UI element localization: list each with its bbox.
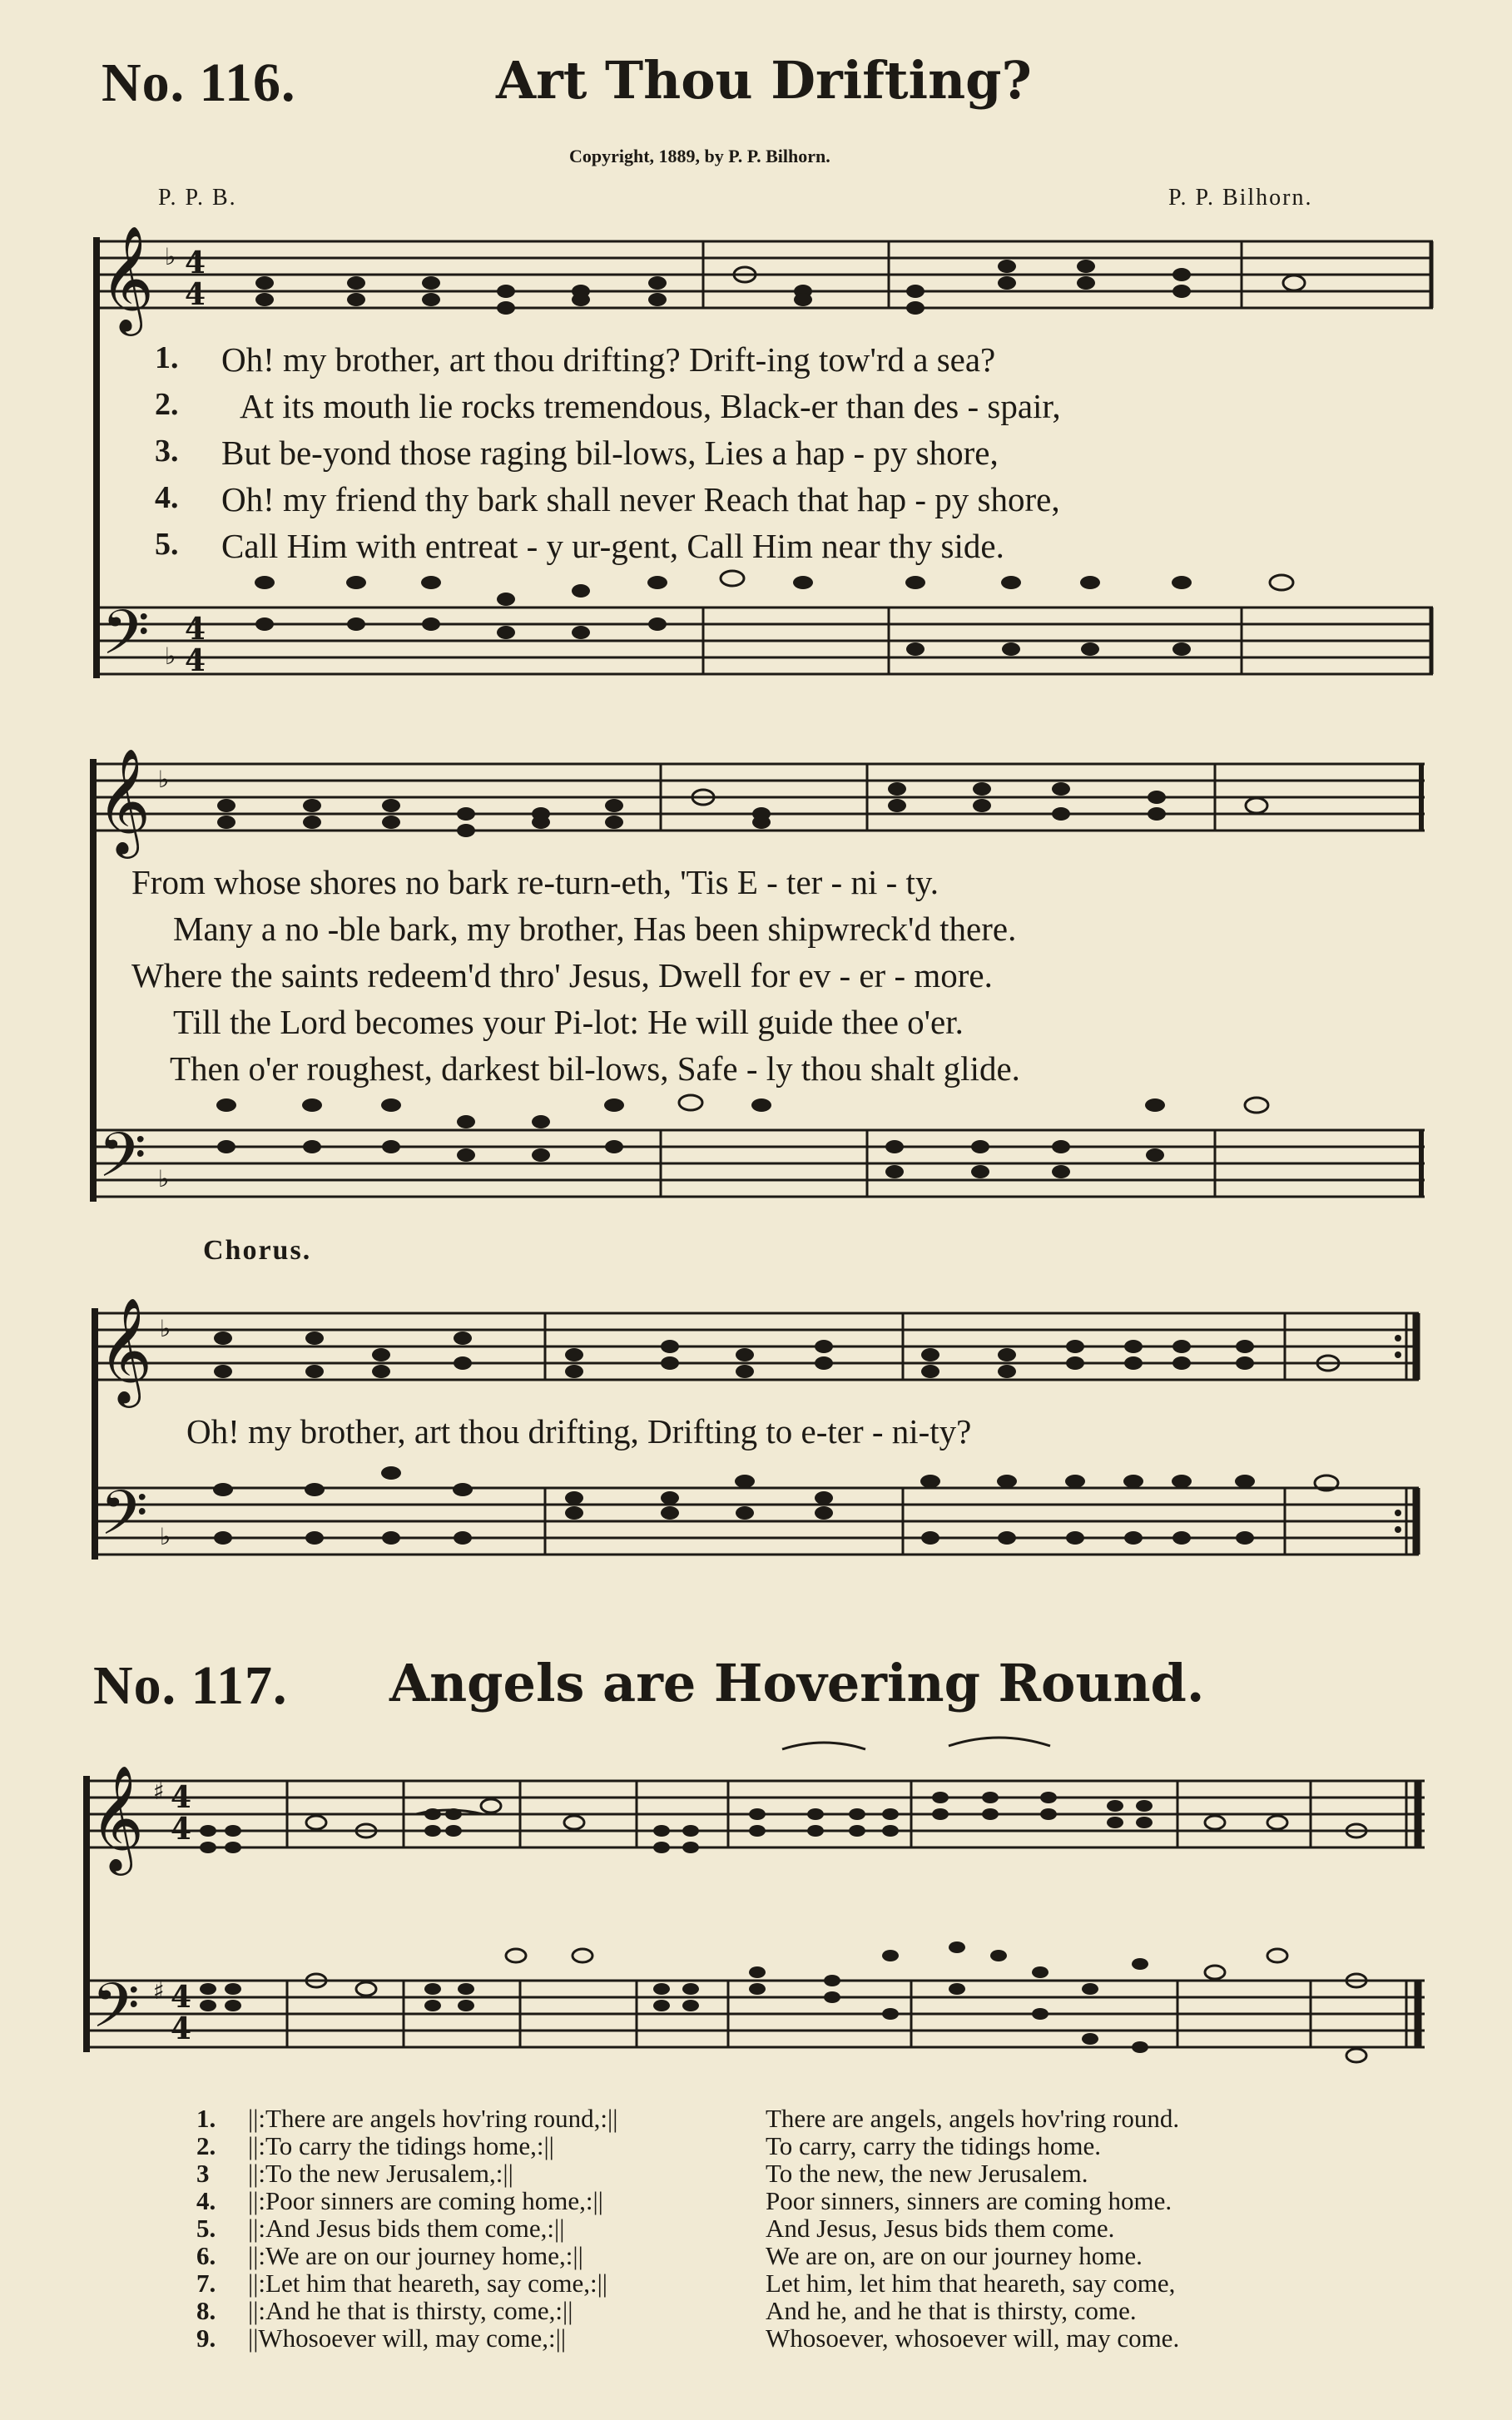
verse-number: 2. (155, 387, 179, 422)
svg-text:4: 4 (185, 643, 206, 678)
time-signature-bottom: 4 (171, 1812, 192, 1847)
stanza-number: 9. (196, 2323, 216, 2353)
verse-number: 4. (155, 480, 179, 515)
stanza-left-line: ||Whosoever will, may come,:|| (248, 2323, 567, 2353)
svg-text:♭: ♭ (165, 642, 176, 670)
stanza-number: 5. (196, 2214, 216, 2243)
lyric-line: At its mouth lie rocks tremendous, Black-er than des - spair, (240, 387, 1061, 425)
stanza-left-line: ||:There are angels hov'ring round,:|| (248, 2104, 618, 2133)
stanza-number: 7. (196, 2269, 216, 2298)
svg-text:𝄞: 𝄞 (97, 747, 151, 854)
stanza-right-line: Whosoever, whosoever will, may come. (766, 2323, 1180, 2353)
svg-text:4: 4 (171, 2011, 192, 2046)
svg-text:♭: ♭ (160, 1315, 171, 1342)
stanza-number: 3 (196, 2159, 210, 2188)
svg-text:4: 4 (185, 612, 206, 647)
stanza-left-line: ||:Poor sinners are coming home,:|| (248, 2186, 603, 2215)
lyric-line: Oh! my brother, art thou drifting? Drift-ing tow'rd a sea? (221, 340, 996, 379)
verse-number: 3. (155, 434, 179, 469)
stanza-left-line: ||:And he that is thirsty, come,:|| (248, 2296, 573, 2325)
stanza-left-line: ||:And Jesus bids them come,:|| (248, 2214, 565, 2243)
lyric-line: Many a no -ble bark, my brother, Has been shipwreck'd there. (173, 910, 1017, 948)
words-by: P. P. B. (158, 185, 237, 211)
lyric-line: From whose shores no bark re-turn-eth, 'Tis E - ter - ni - ty. (131, 863, 939, 901)
stanza-right-line: Let him, let him that heareth, say come, (766, 2269, 1176, 2298)
stanza-right-line: And he, and he that is thirsty, come. (766, 2296, 1137, 2325)
lyric-line: Where the saints redeem'd thro' Jesus, Dwell for ev - er - more. (131, 956, 993, 994)
svg-text:4: 4 (185, 245, 206, 280)
time-signature-top: 4 (171, 1780, 192, 1815)
stanza-left-line: ||:We are on our journey home,:|| (248, 2241, 583, 2270)
stanza-left-line: ||:To carry the tidings home,:|| (248, 2131, 554, 2160)
chorus-label: Chorus. (203, 1235, 312, 1266)
svg-text:𝄞: 𝄞 (98, 1297, 153, 1403)
hymn-117-title: Angels are Hovering Round. (389, 1653, 1205, 1713)
lyric-line: But be-yond those raging bil-lows, Lies a hap - py shore, (221, 434, 999, 472)
svg-text:♭: ♭ (160, 1523, 171, 1550)
hymn-117-number: No. 117. (93, 1655, 288, 1716)
stanza-left-line: ||:To the new Jerusalem,:|| (248, 2159, 513, 2188)
stanza-number: 4. (196, 2186, 216, 2215)
stanza-left-line: ||:Let him that heareth, say come,:|| (248, 2269, 607, 2298)
svg-text:𝄞: 𝄞 (90, 1764, 145, 1871)
svg-text:𝄢: 𝄢 (102, 597, 150, 684)
stanza-right-line: And Jesus, Jesus bids them come. (766, 2214, 1115, 2243)
stanza-right-line: To the new, the new Jerusalem. (766, 2159, 1088, 2188)
stanza-number: 6. (196, 2241, 216, 2270)
stanza-list (196, 2104, 1461, 2370)
copyright-notice: Copyright, 1889, by P. P. Bilhorn. (569, 146, 830, 166)
verse-number: 1. (155, 340, 179, 375)
lyric-line: Then o'er roughest, darkest bil-lows, Safe - ly thou shalt glide. (170, 1049, 1020, 1088)
stanza-right-line: There are angels, angels hov'ring round. (766, 2104, 1180, 2133)
stanza-right-line: We are on, are on our journey home. (766, 2241, 1143, 2270)
lyric-line: Call Him with entreat - y ur-gent, Call Him near thy side. (221, 527, 1004, 565)
svg-text:♯: ♯ (153, 1778, 165, 1805)
svg-text:♯: ♯ (153, 1977, 165, 2005)
svg-text:4: 4 (185, 277, 206, 312)
svg-text:♭: ♭ (158, 1165, 170, 1193)
stanza-number: 8. (196, 2296, 216, 2325)
stanza-right-line: To carry, carry the tidings home. (766, 2131, 1101, 2160)
svg-text:𝄢: 𝄢 (100, 1477, 148, 1565)
stanza-number: 2. (196, 2131, 216, 2160)
svg-text:4: 4 (171, 1980, 192, 2015)
svg-text:♭: ♭ (158, 766, 170, 793)
verse-number: 5. (155, 527, 179, 562)
music-by: P. P. Bilhorn. (1168, 185, 1313, 211)
stanza-number: 1. (196, 2104, 216, 2133)
svg-text:𝄢: 𝄢 (92, 1970, 140, 2057)
svg-text:𝄢: 𝄢 (98, 1119, 146, 1207)
lyric-line: Oh! my friend thy bark shall never Reach that hap - py shore, (221, 480, 1060, 518)
svg-text:♭: ♭ (165, 243, 176, 270)
hymn-116-title: Art Thou Drifting? (496, 50, 1032, 111)
lyric-line: Till the Lord becomes your Pi-lot: He will guide thee o'er. (173, 1003, 964, 1041)
chorus-lyric: Oh! my brother, art thou drifting, Drifting to e-ter - ni-ty? (186, 1412, 972, 1451)
svg-text:𝄞: 𝄞 (100, 225, 155, 331)
stanza-right-line: Poor sinners, sinners are coming home. (766, 2186, 1172, 2215)
hymn-116-number: No. 116. (102, 52, 296, 113)
